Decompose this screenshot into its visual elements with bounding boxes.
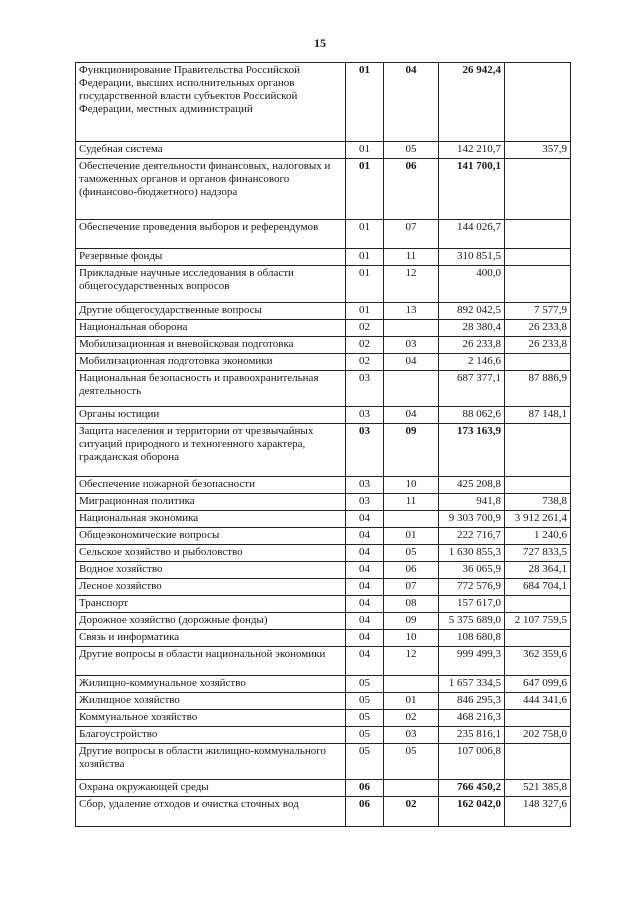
section-code-cell: 02 bbox=[346, 337, 384, 354]
federal-amount-cell: 202 758,0 bbox=[505, 727, 571, 744]
total-amount-cell: 687 377,1 bbox=[439, 371, 505, 407]
subsection-code-cell: 06 bbox=[384, 562, 439, 579]
federal-amount-cell: 362 359,6 bbox=[505, 647, 571, 676]
total-amount-cell: 1 630 855,3 bbox=[439, 545, 505, 562]
total-amount-cell: 1 657 334,5 bbox=[439, 676, 505, 693]
subsection-code-cell: 03 bbox=[384, 727, 439, 744]
row-name-cell: Водное хозяйство bbox=[76, 562, 346, 579]
total-amount-cell: 2 146,6 bbox=[439, 354, 505, 371]
table-row bbox=[76, 579, 571, 596]
total-amount-cell: 162 042,0 bbox=[439, 797, 505, 827]
table-row bbox=[76, 303, 571, 320]
table-row bbox=[76, 596, 571, 613]
section-code-cell: 03 bbox=[346, 477, 384, 494]
section-code-cell: 05 bbox=[346, 710, 384, 727]
federal-amount-cell bbox=[505, 63, 571, 142]
subsection-code-cell: 05 bbox=[384, 545, 439, 562]
row-name-cell: Другие общегосударственные вопросы bbox=[76, 303, 346, 320]
section-code-cell: 01 bbox=[346, 266, 384, 303]
subsection-code-cell: 10 bbox=[384, 477, 439, 494]
table-row bbox=[76, 337, 571, 354]
federal-amount-cell: 2 107 759,5 bbox=[505, 613, 571, 630]
row-name-cell: Лесное хозяйство bbox=[76, 579, 346, 596]
table-row bbox=[76, 693, 571, 710]
table-row bbox=[76, 562, 571, 579]
section-code-cell: 01 bbox=[346, 159, 384, 220]
federal-amount-cell bbox=[505, 354, 571, 371]
table-row bbox=[76, 63, 571, 142]
table-row bbox=[76, 220, 571, 249]
subsection-code-cell bbox=[384, 780, 439, 797]
budget-table bbox=[75, 62, 571, 827]
federal-amount-cell: 521 385,8 bbox=[505, 780, 571, 797]
total-amount-cell: 400,0 bbox=[439, 266, 505, 303]
subsection-code-cell bbox=[384, 320, 439, 337]
subsection-code-cell: 09 bbox=[384, 613, 439, 630]
federal-amount-cell bbox=[505, 596, 571, 613]
federal-amount-cell: 87 886,9 bbox=[505, 371, 571, 407]
subsection-code-cell: 06 bbox=[384, 159, 439, 220]
row-name-cell: Органы юстиции bbox=[76, 407, 346, 424]
page-number: 15 bbox=[314, 36, 326, 50]
total-amount-cell: 941,8 bbox=[439, 494, 505, 511]
subsection-code-cell: 09 bbox=[384, 424, 439, 477]
table-row bbox=[76, 159, 571, 220]
row-name-cell: Сбор, удаление отходов и очистка сточных вод bbox=[76, 797, 346, 827]
subsection-code-cell: 01 bbox=[384, 693, 439, 710]
subsection-code-cell bbox=[384, 511, 439, 528]
subsection-code-cell: 04 bbox=[384, 63, 439, 142]
table-row bbox=[76, 676, 571, 693]
section-code-cell: 03 bbox=[346, 371, 384, 407]
total-amount-cell: 26 942,4 bbox=[439, 63, 505, 142]
section-code-cell: 02 bbox=[346, 320, 384, 337]
federal-amount-cell: 1 240,6 bbox=[505, 528, 571, 545]
row-name-cell: Национальная безопасность и правоохранительная деятельность bbox=[76, 371, 346, 407]
total-amount-cell: 235 816,1 bbox=[439, 727, 505, 744]
table-row bbox=[76, 142, 571, 159]
row-name-cell: Сельское хозяйство и рыболовство bbox=[76, 545, 346, 562]
federal-amount-cell: 738,8 bbox=[505, 494, 571, 511]
table-row bbox=[76, 266, 571, 303]
row-name-cell: Резервные фонды bbox=[76, 249, 346, 266]
section-code-cell: 01 bbox=[346, 303, 384, 320]
subsection-code-cell bbox=[384, 676, 439, 693]
row-name-cell: Обеспечение проведения выборов и референдумов bbox=[76, 220, 346, 249]
section-code-cell: 04 bbox=[346, 613, 384, 630]
total-amount-cell: 846 295,3 bbox=[439, 693, 505, 710]
table-row bbox=[76, 528, 571, 545]
section-code-cell: 01 bbox=[346, 142, 384, 159]
subsection-code-cell: 11 bbox=[384, 249, 439, 266]
subsection-code-cell: 12 bbox=[384, 266, 439, 303]
table-row bbox=[76, 797, 571, 827]
subsection-code-cell: 10 bbox=[384, 630, 439, 647]
total-amount-cell: 173 163,9 bbox=[439, 424, 505, 477]
section-code-cell: 04 bbox=[346, 545, 384, 562]
federal-amount-cell: 727 833,5 bbox=[505, 545, 571, 562]
row-name-cell: Жилищное хозяйство bbox=[76, 693, 346, 710]
federal-amount-cell: 684 704,1 bbox=[505, 579, 571, 596]
table-row bbox=[76, 710, 571, 727]
total-amount-cell: 107 006,8 bbox=[439, 744, 505, 780]
row-name-cell: Национальная оборона bbox=[76, 320, 346, 337]
section-code-cell: 01 bbox=[346, 63, 384, 142]
row-name-cell: Связь и информатика bbox=[76, 630, 346, 647]
table-row bbox=[76, 511, 571, 528]
row-name-cell: Общеэкономические вопросы bbox=[76, 528, 346, 545]
total-amount-cell: 36 065,9 bbox=[439, 562, 505, 579]
table-row bbox=[76, 780, 571, 797]
federal-amount-cell: 444 341,6 bbox=[505, 693, 571, 710]
federal-amount-cell bbox=[505, 710, 571, 727]
table-row bbox=[76, 407, 571, 424]
subsection-code-cell: 12 bbox=[384, 647, 439, 676]
section-code-cell: 01 bbox=[346, 249, 384, 266]
subsection-code-cell: 08 bbox=[384, 596, 439, 613]
subsection-code-cell: 04 bbox=[384, 354, 439, 371]
federal-amount-cell bbox=[505, 744, 571, 780]
row-name-cell: Национальная экономика bbox=[76, 511, 346, 528]
table-row bbox=[76, 744, 571, 780]
total-amount-cell: 5 375 689,0 bbox=[439, 613, 505, 630]
section-code-cell: 03 bbox=[346, 407, 384, 424]
federal-amount-cell bbox=[505, 249, 571, 266]
total-amount-cell: 108 680,8 bbox=[439, 630, 505, 647]
row-name-cell: Охрана окружающей среды bbox=[76, 780, 346, 797]
federal-amount-cell: 26 233,8 bbox=[505, 320, 571, 337]
subsection-code-cell bbox=[384, 371, 439, 407]
subsection-code-cell: 13 bbox=[384, 303, 439, 320]
section-code-cell: 04 bbox=[346, 647, 384, 676]
total-amount-cell: 892 042,5 bbox=[439, 303, 505, 320]
section-code-cell: 03 bbox=[346, 494, 384, 511]
federal-amount-cell: 647 099,6 bbox=[505, 676, 571, 693]
row-name-cell: Обеспечение пожарной безопасности bbox=[76, 477, 346, 494]
total-amount-cell: 28 380,4 bbox=[439, 320, 505, 337]
subsection-code-cell: 11 bbox=[384, 494, 439, 511]
row-name-cell: Другие вопросы в области жилищно-коммунального хозяйства bbox=[76, 744, 346, 780]
federal-amount-cell: 3 912 261,4 bbox=[505, 511, 571, 528]
row-name-cell: Защита населения и территории от чрезвычайных ситуаций природного и техногенного характера, гражданская оборона bbox=[76, 424, 346, 477]
table-row bbox=[76, 494, 571, 511]
row-name-cell: Жилищно-коммунальное хозяйство bbox=[76, 676, 346, 693]
federal-amount-cell: 148 327,6 bbox=[505, 797, 571, 827]
federal-amount-cell bbox=[505, 159, 571, 220]
section-code-cell: 03 bbox=[346, 424, 384, 477]
total-amount-cell: 468 216,3 bbox=[439, 710, 505, 727]
section-code-cell: 02 bbox=[346, 354, 384, 371]
section-code-cell: 05 bbox=[346, 676, 384, 693]
section-code-cell: 04 bbox=[346, 630, 384, 647]
subsection-code-cell: 03 bbox=[384, 337, 439, 354]
federal-amount-cell bbox=[505, 266, 571, 303]
table-row bbox=[76, 424, 571, 477]
row-name-cell: Дорожное хозяйство (дорожные фонды) bbox=[76, 613, 346, 630]
federal-amount-cell bbox=[505, 477, 571, 494]
row-name-cell: Коммунальное хозяйство bbox=[76, 710, 346, 727]
total-amount-cell: 999 499,3 bbox=[439, 647, 505, 676]
row-name-cell: Другие вопросы в области национальной экономики bbox=[76, 647, 346, 676]
row-name-cell: Транспорт bbox=[76, 596, 346, 613]
total-amount-cell: 144 026,7 bbox=[439, 220, 505, 249]
table-row bbox=[76, 477, 571, 494]
section-code-cell: 06 bbox=[346, 797, 384, 827]
section-code-cell: 04 bbox=[346, 596, 384, 613]
table-row bbox=[76, 545, 571, 562]
federal-amount-cell: 26 233,8 bbox=[505, 337, 571, 354]
section-code-cell: 05 bbox=[346, 727, 384, 744]
federal-amount-cell: 87 148,1 bbox=[505, 407, 571, 424]
subsection-code-cell: 02 bbox=[384, 710, 439, 727]
subsection-code-cell: 01 bbox=[384, 528, 439, 545]
row-name-cell: Благоустройство bbox=[76, 727, 346, 744]
section-code-cell: 01 bbox=[346, 220, 384, 249]
total-amount-cell: 88 062,6 bbox=[439, 407, 505, 424]
section-code-cell: 04 bbox=[346, 511, 384, 528]
section-code-cell: 05 bbox=[346, 744, 384, 780]
table-row bbox=[76, 647, 571, 676]
subsection-code-cell: 05 bbox=[384, 142, 439, 159]
section-code-cell: 06 bbox=[346, 780, 384, 797]
section-code-cell: 04 bbox=[346, 528, 384, 545]
total-amount-cell: 425 208,8 bbox=[439, 477, 505, 494]
federal-amount-cell: 357,9 bbox=[505, 142, 571, 159]
federal-amount-cell: 28 364,1 bbox=[505, 562, 571, 579]
total-amount-cell: 141 700,1 bbox=[439, 159, 505, 220]
federal-amount-cell bbox=[505, 220, 571, 249]
table-row bbox=[76, 320, 571, 337]
total-amount-cell: 157 617,0 bbox=[439, 596, 505, 613]
total-amount-cell: 772 576,9 bbox=[439, 579, 505, 596]
subsection-code-cell: 07 bbox=[384, 579, 439, 596]
section-code-cell: 05 bbox=[346, 693, 384, 710]
table-row bbox=[76, 727, 571, 744]
row-name-cell: Прикладные научные исследования в области общегосударственных вопросов bbox=[76, 266, 346, 303]
total-amount-cell: 142 210,7 bbox=[439, 142, 505, 159]
subsection-code-cell: 02 bbox=[384, 797, 439, 827]
total-amount-cell: 310 851,5 bbox=[439, 249, 505, 266]
table-row bbox=[76, 249, 571, 266]
row-name-cell: Миграционная политика bbox=[76, 494, 346, 511]
row-name-cell: Судебная система bbox=[76, 142, 346, 159]
section-code-cell: 04 bbox=[346, 562, 384, 579]
row-name-cell: Функционирование Правительства Российской Федерации, высших исполнительных органов государственной власти субъектов Российской Федерации, местных администраций bbox=[76, 63, 346, 142]
table-row bbox=[76, 613, 571, 630]
subsection-code-cell: 05 bbox=[384, 744, 439, 780]
table-row bbox=[76, 630, 571, 647]
table-row bbox=[76, 371, 571, 407]
subsection-code-cell: 07 bbox=[384, 220, 439, 249]
federal-amount-cell bbox=[505, 630, 571, 647]
row-name-cell: Мобилизационная и вневойсковая подготовка bbox=[76, 337, 346, 354]
federal-amount-cell bbox=[505, 424, 571, 477]
budget-table-body bbox=[76, 63, 571, 827]
row-name-cell: Обеспечение деятельности финансовых, налоговых и таможенных органов и органов финансового (финансово-бюджетного) надзора bbox=[76, 159, 346, 220]
total-amount-cell: 9 303 700,9 bbox=[439, 511, 505, 528]
total-amount-cell: 766 450,2 bbox=[439, 780, 505, 797]
subsection-code-cell: 04 bbox=[384, 407, 439, 424]
federal-amount-cell: 7 577,9 bbox=[505, 303, 571, 320]
table-row bbox=[76, 354, 571, 371]
section-code-cell: 04 bbox=[346, 579, 384, 596]
total-amount-cell: 222 716,7 bbox=[439, 528, 505, 545]
row-name-cell: Мобилизационная подготовка экономики bbox=[76, 354, 346, 371]
total-amount-cell: 26 233,8 bbox=[439, 337, 505, 354]
